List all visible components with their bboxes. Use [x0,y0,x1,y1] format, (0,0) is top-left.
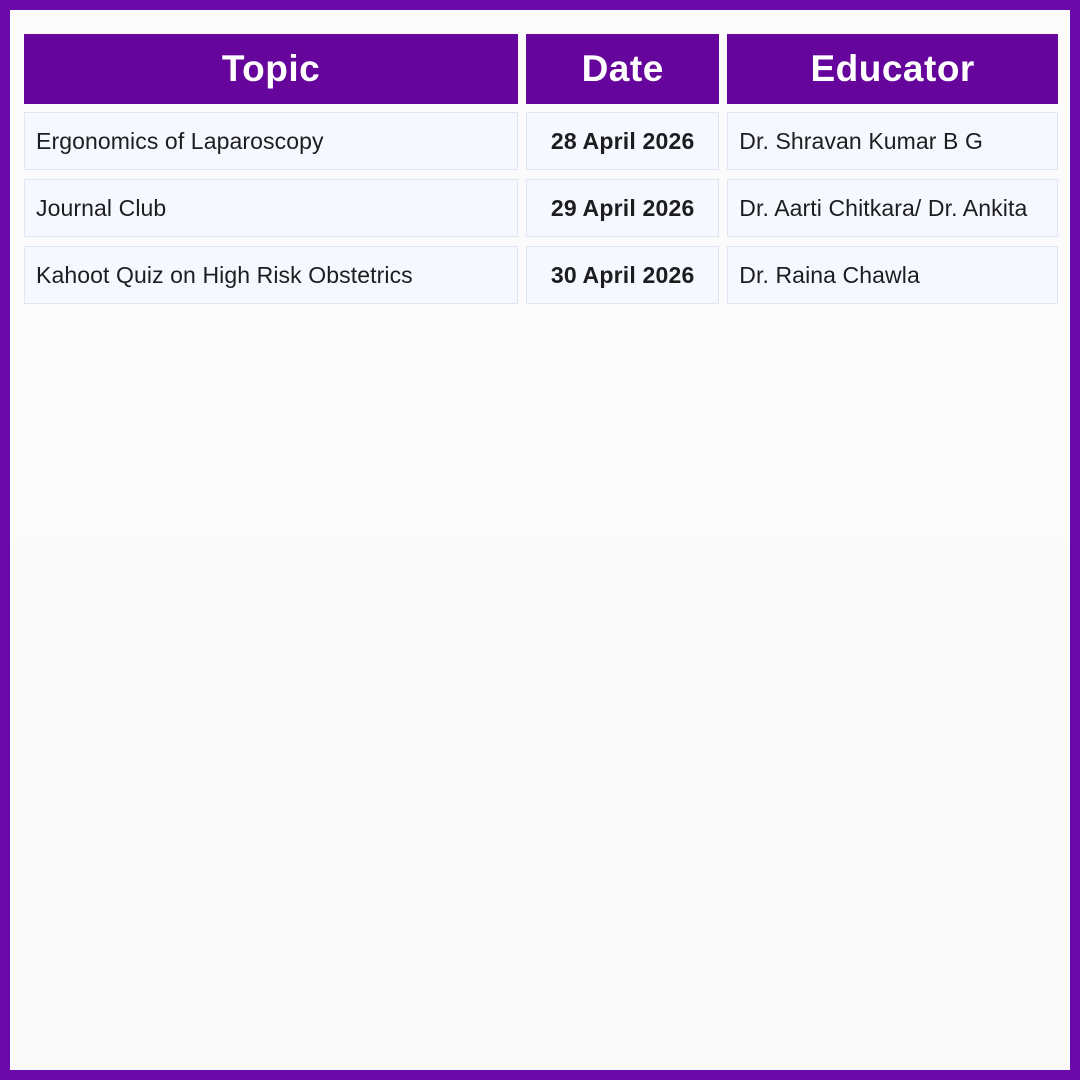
cell-topic: Ergonomics of Laparoscopy [24,112,518,170]
cell-educator: Dr. Shravan Kumar B G [727,112,1058,170]
column-header-topic: Topic [24,34,518,104]
cell-educator: Dr. Aarti Chitkara/ Dr. Ankita [727,179,1058,237]
cell-date: 30 April 2026 [526,246,719,304]
table-row [24,246,1058,304]
cell-date: 29 April 2026 [526,179,719,237]
column-header-educator: Educator [727,34,1058,104]
poster-page [10,10,1070,1070]
column-header-date: Date [526,34,719,104]
cell-topic: Journal Club [24,179,518,237]
table-row [24,179,1058,237]
cell-date: 28 April 2026 [526,112,719,170]
table-row [24,112,1058,170]
schedule-table [24,34,1058,313]
cell-educator: Dr. Raina Chawla [727,246,1058,304]
table-header-row [24,34,1058,104]
cell-topic: Kahoot Quiz on High Risk Obstetrics [24,246,518,304]
